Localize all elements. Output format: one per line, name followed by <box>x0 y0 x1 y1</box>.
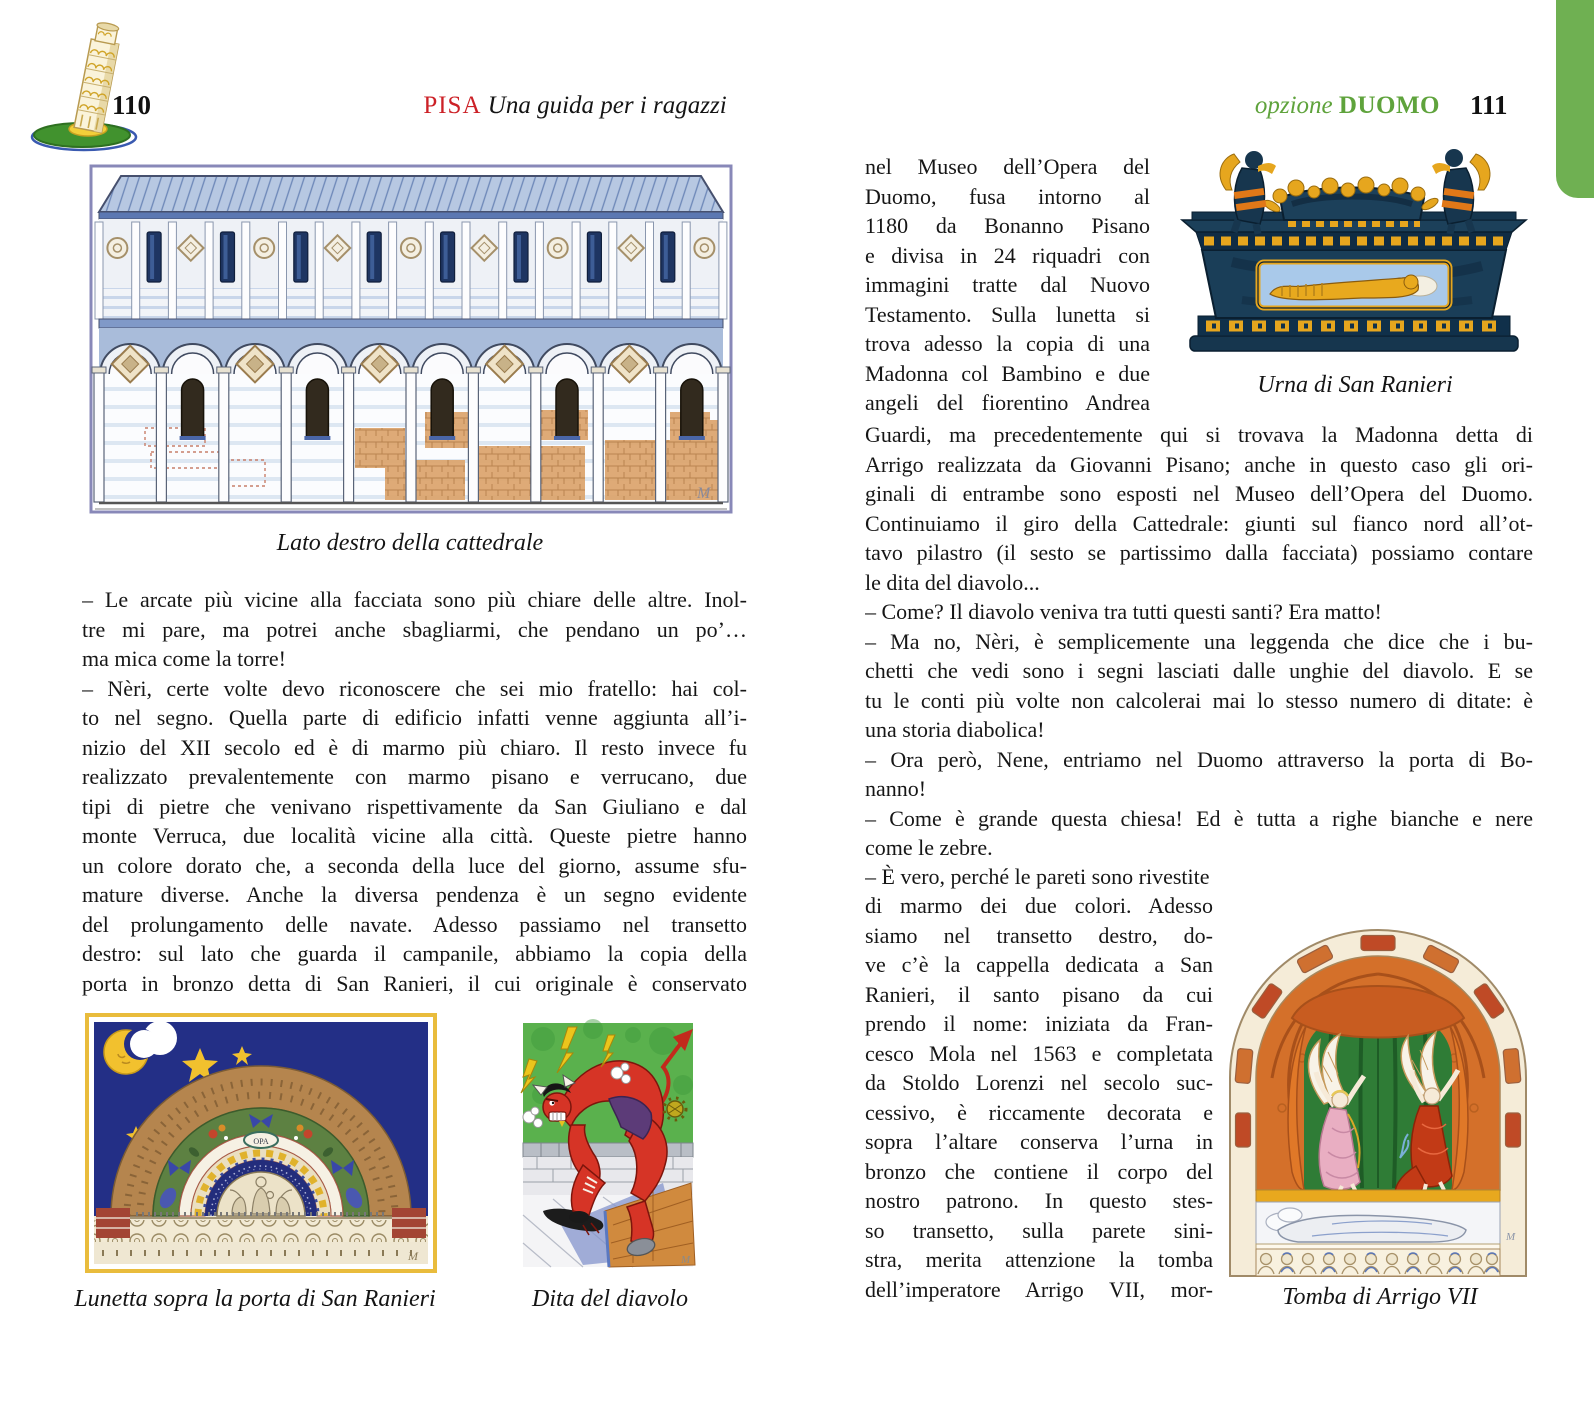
left-body-text: – Le arcate più vicine alla facciata sono più chiare delle altre. Inol- tre mi pare, ma potrei anche sbagliarmi, che pendano un po’… ma mica come la torre! – Nèri, certe volte devo riconoscere che sei mio fratello: hai col- to nel segno. Quella parte di edificio infatti venne aggiunta all’i- nizio del XII secolo ed è di marmo più chiaro. Il resto invece fu realizzato prevalentemente con marmo pisano e verrucano, due tipi di pietre che venivano rispettivamente da San Giuliano e dal monte Verruca, due località vicine alla città. Queste pietre hanno un colore dorato che, a seconda della luce del giorno, assume sfu- mature diverse. Anche la diversa pendenza è un segno evidente del prolungamento delle navate. Adesso passiamo nel transetto destro: sul lato che guarda il campanile, abbiamo la copia della porta in bronzo detta di San Ranieri, il cui originale è conservato <box>82 587 747 996</box>
section-running-head <box>1040 92 1440 120</box>
lunetta-plaque-text: OPA <box>253 1137 269 1146</box>
right-body-wide-line: – È vero, perché le pareti sono rivestite <box>865 864 1210 889</box>
caption-lunetta: Lunetta sopra la porta di San Ranieri <box>74 1286 436 1312</box>
artist-signature: M <box>408 1249 418 1263</box>
right-body-full: Guardi, ma precedentemente qui si trovava la Madonna detta di Arrigo realizzata da Giovanni Pisano; anche in questo caso gli ori- ginali di entrambe sono esposti nel Museo dell’Opera del Duomo. Continuiamo il giro della Cattedrale: giunti sul fianco nord all’ot- tavo pilastro (il sesto se partissimo dalla facciata) possiamo contare le dita del diavolo... – Come? Il diavolo veniva tra tutti questi santi? Era matto! – Ma no, Nèri, è semplicemente una leggenda che dice che i bu- chetti che vedi sono i segni lasciati dalle unghie del diavolo. E se tu le conti più volte non calcolerai mai lo stesso numero di ditate: è una storia diabolica! – Ora però, Nene, entriamo nel Duomo attraverso la porta di Bo- nanno! – Come è grande questa chiesa! Ed è tutta a righe bianche e nere come le zebre. <box>865 422 1533 860</box>
lunetta-illustration <box>82 1010 440 1276</box>
cathedral-illustration <box>85 160 737 518</box>
running-head-subtitle: Una guida per i ragazzi <box>487 92 727 119</box>
section-name: DUOMO <box>1338 92 1440 119</box>
section-prefix: opzione <box>1254 92 1333 119</box>
devil-illustration <box>513 1015 703 1275</box>
caption-tomb: Tomba di Arrigo VII <box>1282 1284 1478 1310</box>
urn-illustration <box>1162 132 1546 370</box>
leaning-tower-logo-icon <box>26 10 158 152</box>
tomb-illustration <box>1212 868 1544 1280</box>
artist-signature: M <box>1506 1231 1516 1243</box>
artist-signature: M <box>697 485 711 502</box>
caption-cathedral: Lato destro della cattedrale <box>276 530 544 556</box>
left-page-number: 110 <box>112 90 152 120</box>
right-body-column-1: nel Museo dell’Opera del Duomo, fusa intorno al 1180 da Bonanno Pisano e divisa in 24 riquadri con immagini tratte dal Nuovo Testamento. Sulla lunetta si trova adesso la copia di una Madonna col Bambino e due angeli del fiorentino Andrea <box>865 154 1150 415</box>
running-head <box>330 92 820 120</box>
right-body-column-2: di marmo dei due colori. Adesso siamo nel transetto destro, do- ve c’è la cappella dedicata a San Ranieri, il santo pisano da cui prendo il nome: iniziata da Fran- cesco Mola nel 1563 e completata da Stoldo Lorenzi nel secolo suc- cessivo, è riccamente decorata e sopra l’altare conserva l’urna in bronzo che contiene il corpo del nostro patrono. In questo stes- so transetto, sulla parete sini- stra, merita attenzione la tomba dell’imperatore Arrigo VII, mor- <box>865 893 1213 1302</box>
artist-signature: M <box>681 1254 691 1266</box>
running-head-brand: PISA <box>423 92 482 119</box>
caption-devil: Dita del diavolo <box>532 1286 688 1312</box>
caption-urn: Urna di San Ranieri <box>1257 372 1453 398</box>
page-edge-tab <box>1556 0 1594 198</box>
right-page-number: 111 <box>1470 90 1508 120</box>
